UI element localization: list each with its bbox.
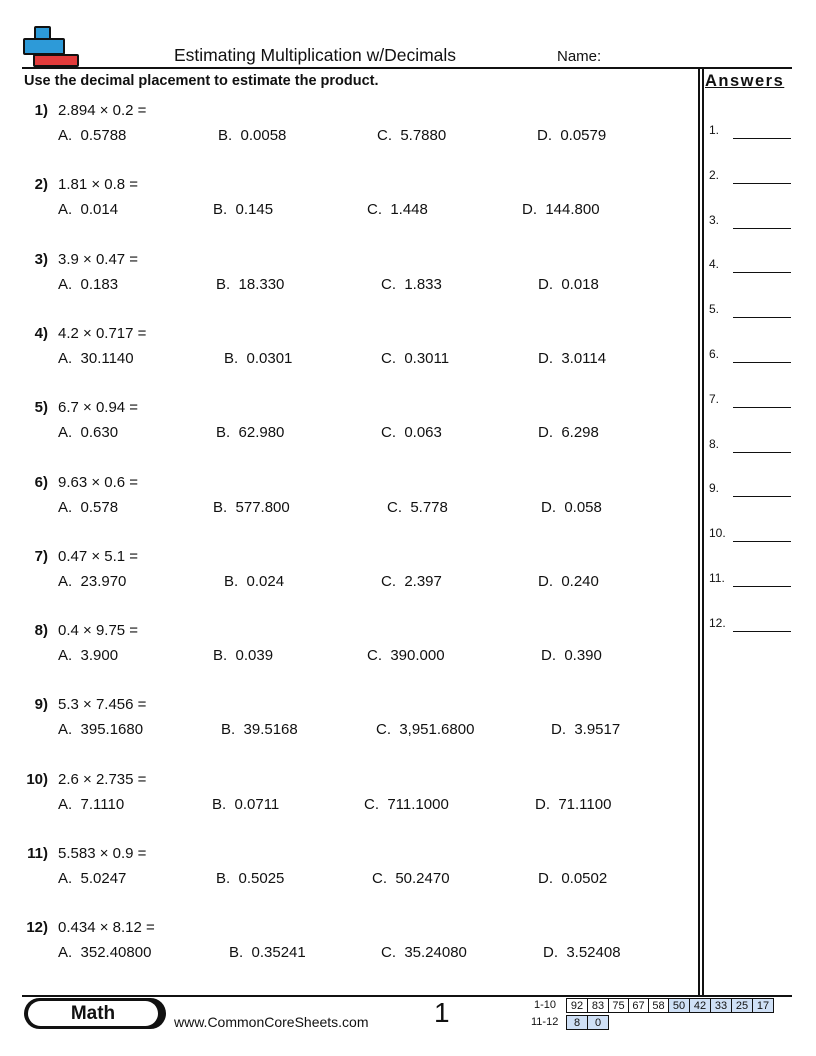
- question-number: 6): [34, 473, 48, 491]
- answer-number: 11.: [709, 571, 725, 585]
- answer-choice: D. 3.52408: [543, 944, 621, 962]
- answer-blank[interactable]: [733, 317, 791, 318]
- header-rule: [22, 67, 792, 69]
- answer-choice: D. 0.058: [541, 498, 602, 516]
- answer-choice: C. 1.833: [381, 275, 442, 293]
- answer-number: 9.: [709, 481, 720, 496]
- question-number: 8): [34, 622, 48, 640]
- answer-choice: A. 0.183: [58, 275, 119, 293]
- answer-number: 1.: [709, 123, 720, 137]
- answer-choice: C. 5.778: [387, 498, 448, 516]
- answers-title: Answers: [705, 72, 785, 90]
- answer-number: 4.: [709, 257, 720, 272]
- site-url: www.CommonCoreSheets.com: [174, 1014, 369, 1030]
- answer-number: 8.: [709, 436, 720, 451]
- answer-blank[interactable]: [733, 272, 791, 273]
- answer-choice: A. 0.5788: [58, 127, 127, 144]
- score-cell: 0: [587, 1015, 609, 1030]
- answer-choice: B. 0.0301: [224, 349, 293, 367]
- answer-choice: D. 144.800: [522, 201, 600, 219]
- instructions: Use the decimal placement to estimate the product.: [24, 73, 379, 89]
- answer-number: 5.: [709, 302, 720, 317]
- answer-choice: C. 390.000: [367, 647, 445, 665]
- question-number: 4): [34, 324, 48, 342]
- page-title: Estimating Multiplication w/Decimals: [174, 45, 457, 65]
- answer-blank[interactable]: [733, 138, 791, 139]
- score-row-label: 11-12: [531, 1016, 559, 1028]
- answer-number: 6.: [709, 347, 720, 361]
- answer-choice: B. 577.800: [213, 498, 290, 516]
- answer-choice: C. 711.1000: [364, 795, 449, 813]
- answer-choice: C. 0.3011: [381, 349, 450, 367]
- answer-choice: C. 2.397: [381, 572, 442, 590]
- question-text: 5.3 × 7.456 =: [58, 696, 147, 714]
- subject-badge-label: Math: [28, 1001, 158, 1026]
- answer-choice: D. 0.240: [538, 572, 599, 590]
- page-number: 1: [434, 997, 450, 1028]
- answer-choice: C. 5.7880: [377, 127, 447, 144]
- question-number: 10): [26, 770, 48, 788]
- score-cell: 92: [566, 998, 588, 1013]
- name-label: Name:: [557, 48, 602, 65]
- answer-choice: A. 30.1140: [58, 349, 134, 367]
- answer-choice: B. 0.35241: [229, 944, 306, 962]
- score-row-label: 1-10: [534, 999, 557, 1011]
- answer-choice: B. 0.0711: [212, 795, 280, 813]
- question-text: 2.6 × 2.735 =: [58, 770, 147, 788]
- footer-rule: [22, 995, 792, 997]
- score-cell: 17: [752, 998, 774, 1013]
- answer-choice: A. 0.578: [58, 498, 119, 516]
- answer-choice: D. 0.018: [538, 275, 599, 293]
- question-text: 4.2 × 0.717 =: [58, 324, 147, 342]
- question-number: 9): [34, 696, 48, 714]
- answer-choice: A. 3.900: [58, 647, 119, 665]
- answer-choice: D. 3.9517: [551, 721, 621, 739]
- answer-blank[interactable]: [733, 362, 791, 363]
- answer-choice: B. 0.039: [213, 647, 274, 665]
- answer-choice: B. 18.330: [216, 275, 285, 293]
- score-cell: 33: [710, 998, 732, 1013]
- answer-choice: B. 0.024: [224, 572, 285, 590]
- question-text: 2.894 × 0.2 =: [58, 102, 147, 119]
- answer-choice: D. 71.1100: [535, 795, 612, 813]
- score-cell: 50: [668, 998, 690, 1013]
- answer-blank[interactable]: [733, 228, 791, 229]
- answer-choice: C. 35.24080: [381, 944, 467, 962]
- question-text: 9.63 × 0.6 =: [58, 473, 139, 491]
- answer-choice: B. 62.980: [216, 424, 285, 442]
- answer-choice: A. 0.630: [58, 424, 119, 442]
- answer-blank[interactable]: [733, 407, 791, 408]
- answer-choice: A. 23.970: [58, 572, 127, 590]
- question-text: 1.81 × 0.8 =: [58, 176, 139, 194]
- question-number: 11): [27, 845, 48, 862]
- answer-choice: B. 0.0058: [218, 127, 287, 144]
- answer-number: 12.: [709, 615, 726, 630]
- question-text: 3.9 × 0.47 =: [58, 250, 139, 268]
- logo-plus-bar: [23, 38, 65, 55]
- answer-choice: A. 5.0247: [58, 870, 127, 887]
- question-text: 6.7 × 0.94 =: [58, 399, 139, 417]
- answer-choice: D. 6.298: [538, 424, 599, 442]
- answer-number: 10.: [709, 526, 726, 541]
- answer-number: 7.: [709, 391, 720, 406]
- answer-number: 2.: [709, 167, 720, 182]
- answer-choice: B. 39.5168: [221, 721, 298, 739]
- answer-blank[interactable]: [733, 452, 791, 453]
- question-number: 2): [34, 176, 48, 194]
- score-cell: 8: [566, 1015, 588, 1030]
- answer-column-divider-inner: [702, 67, 704, 996]
- answer-choice: A. 0.014: [58, 201, 119, 219]
- score-cell: 75: [608, 998, 629, 1013]
- answer-choice: D. 0.390: [541, 647, 602, 665]
- answer-choice: B. 0.145: [213, 201, 274, 219]
- answer-blank[interactable]: [733, 183, 791, 184]
- answer-number: 3.: [709, 212, 720, 227]
- score-cell: 42: [689, 998, 711, 1013]
- question-text: 0.4 × 9.75 =: [58, 622, 139, 640]
- answer-choice: A. 7.1110: [58, 795, 125, 813]
- score-cell: 25: [731, 998, 753, 1013]
- answer-choice: D. 0.0502: [538, 870, 608, 887]
- logo-minus-bar: [33, 54, 79, 67]
- question-number: 3): [34, 250, 48, 268]
- question-number: 1): [34, 102, 48, 119]
- answer-choice: C. 3,951.6800: [376, 721, 475, 739]
- answer-blank[interactable]: [733, 541, 791, 542]
- question-number: 12): [26, 919, 48, 937]
- answer-choice: C. 50.2470: [372, 870, 450, 887]
- answer-choice: A. 352.40800: [58, 944, 152, 962]
- answer-column-divider: [698, 67, 700, 996]
- score-cell: 67: [628, 998, 649, 1013]
- question-number: 5): [34, 399, 48, 417]
- answer-blank[interactable]: [733, 496, 791, 497]
- answer-choice: C. 1.448: [367, 201, 428, 219]
- score-cell: 58: [648, 998, 669, 1013]
- answer-choice: D. 3.0114: [538, 349, 607, 367]
- answer-choice: B. 0.5025: [216, 870, 285, 887]
- question-text: 5.583 × 0.9 =: [58, 845, 147, 862]
- answer-choice: A. 395.1680: [58, 721, 144, 739]
- answer-choice: D. 0.0579: [537, 127, 607, 144]
- question-text: 0.47 × 5.1 =: [58, 547, 139, 565]
- score-cell: 83: [587, 998, 609, 1013]
- answer-blank[interactable]: [733, 631, 791, 632]
- answer-blank[interactable]: [733, 586, 791, 587]
- question-text: 0.434 × 8.12 =: [58, 919, 155, 937]
- question-number: 7): [34, 547, 48, 565]
- answer-choice: C. 0.063: [381, 424, 442, 442]
